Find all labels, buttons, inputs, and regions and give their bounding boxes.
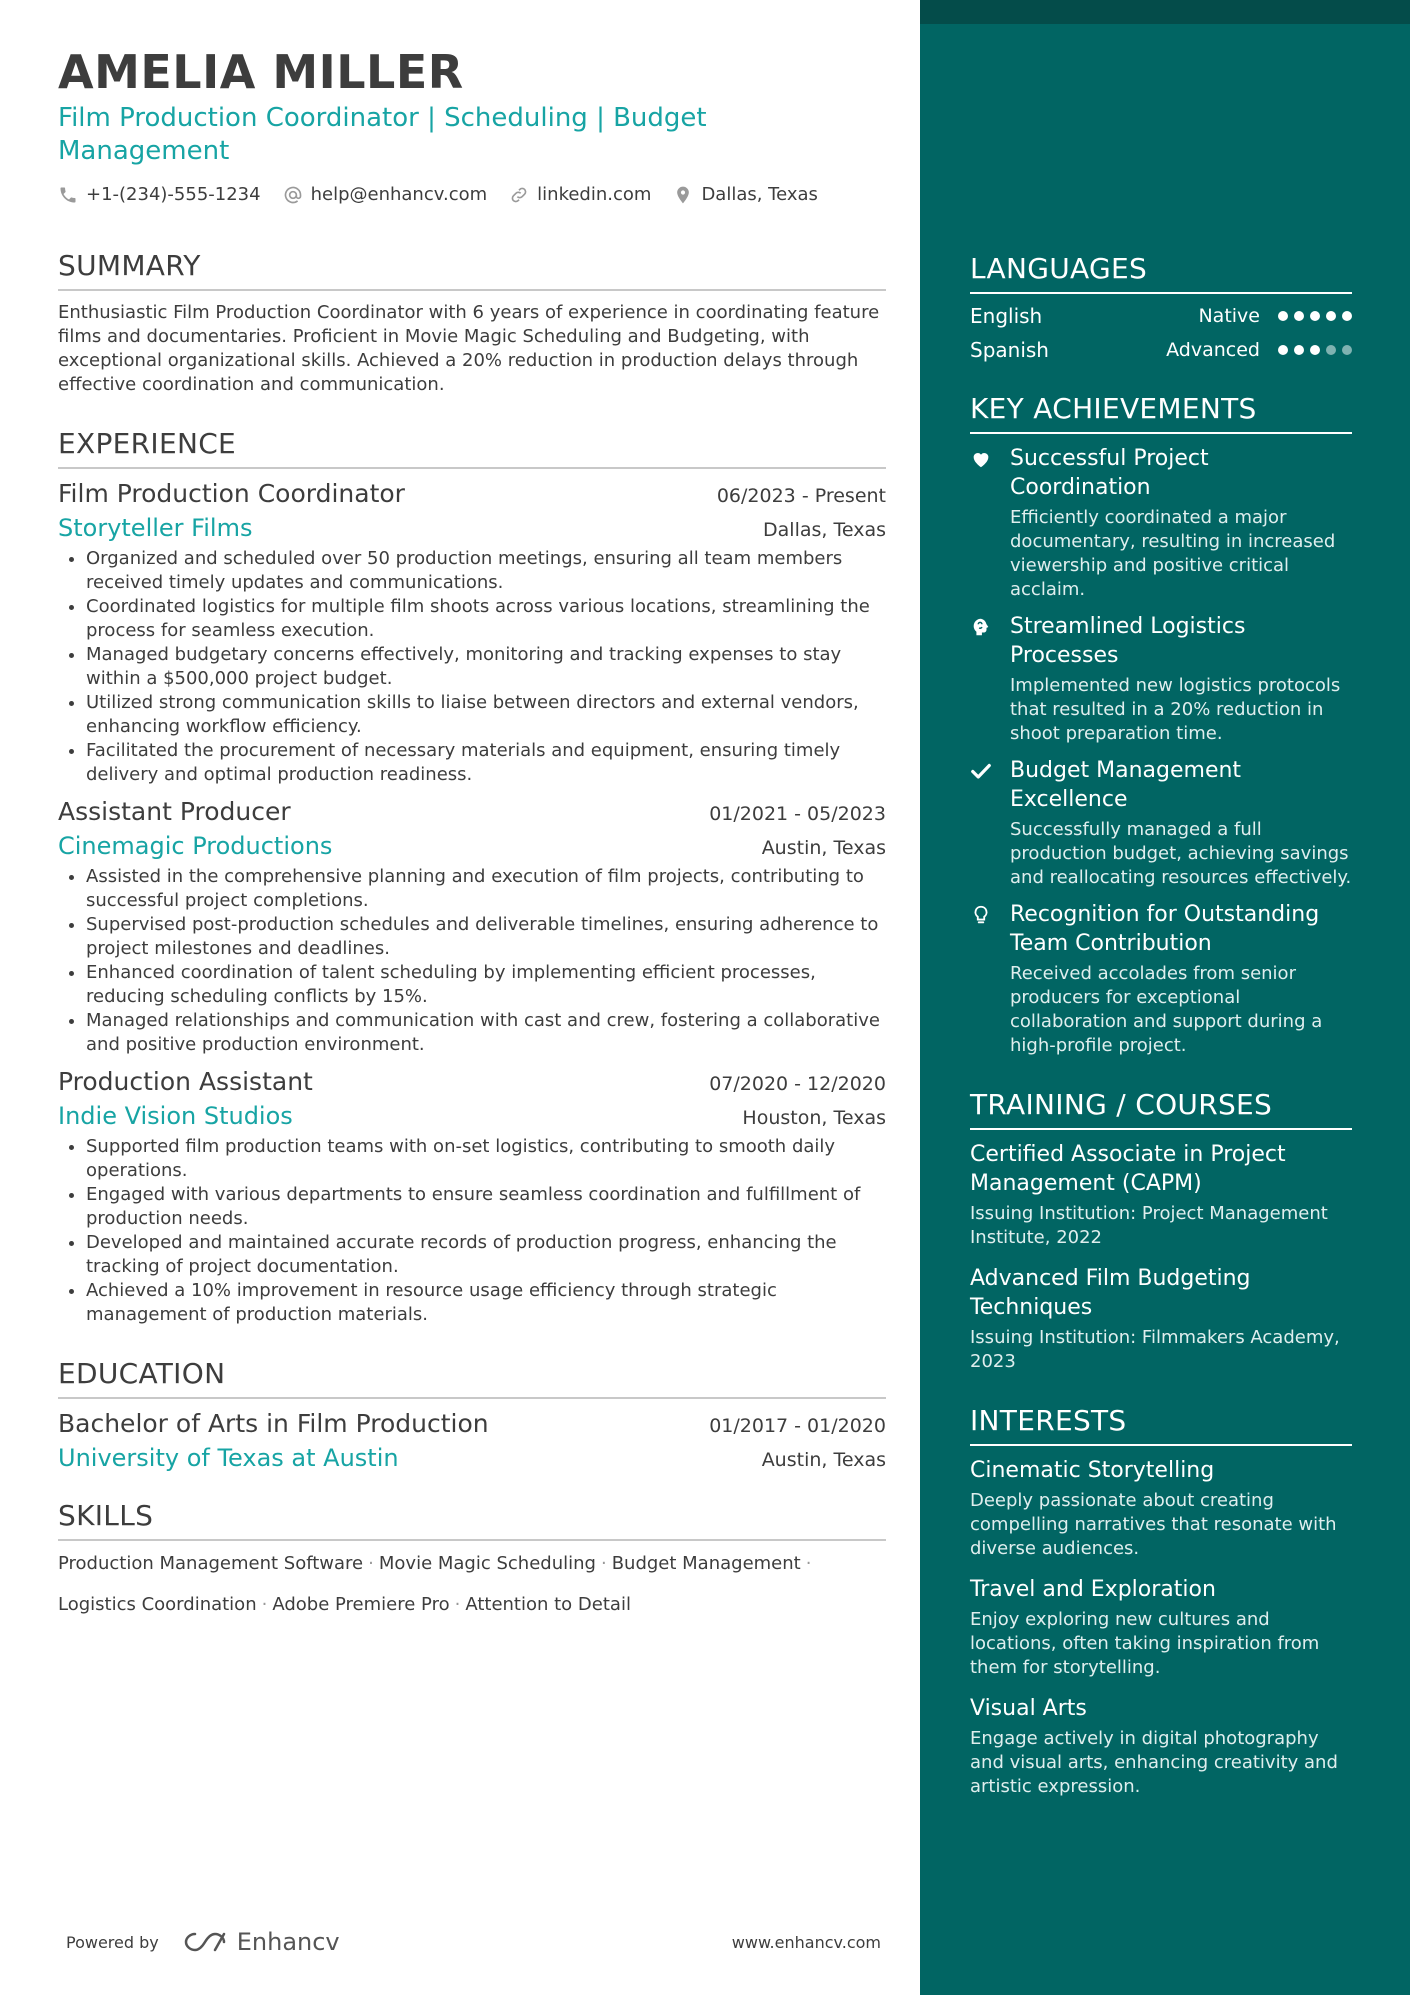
experience-section [58,427,886,1327]
check-icon [970,760,992,782]
skill-separator: · [368,1553,374,1574]
job-bullet: • Developed and maintained accurate records of production progress, enhancing the tracking of project documentation. [86,1231,886,1279]
contact-bar [58,184,886,205]
skill-item: Movie Magic Scheduling [378,1553,596,1574]
contact-location [673,184,818,205]
achievement-desc: Implemented new logistics protocols that resulted in a 20% reduction in shoot preparation time. [1010,675,1341,744]
lightbulb-icon [970,904,992,926]
summary-text: Enthusiastic Film Production Coordinator with 6 years of experience in coordinating feature films and documentaries. Proficient in Movie Magic Scheduling and Budgeting, with exceptional organizational skills. Achieved a 20% reduction in production delays through effective coordination and communication. [58,302,880,395]
company-name: Indie Vision Studios [58,1102,293,1130]
language-row [970,338,1352,362]
company-name: Cinemagic Productions [58,832,333,860]
heart-icon [970,448,992,470]
experience-heading: EXPERIENCE [58,427,886,469]
training-heading: TRAINING / COURSES [970,1088,1352,1130]
achievement-item [970,900,1352,1058]
achievement-title: Successful Project Coordination [1010,446,1209,500]
education-dates: 01/2017 - 01/2020 [709,1415,886,1437]
course-item [970,1264,1352,1374]
job-bullet: • Supported film production teams with on-set logistics, contributing to smooth daily operations. [86,1135,886,1183]
education-heading: EDUCATION [58,1357,886,1399]
skills-row [58,1584,886,1625]
achievement-desc: Received accolades from senior producers for exceptional collaboration and support during a high-profile project. [1010,963,1323,1056]
job-bullet: • Achieved a 10% improvement in resource usage efficiency through strategic management of production materials. [86,1279,886,1327]
skills-row [58,1543,886,1584]
sidebar [920,0,1410,1995]
at-icon [283,185,303,205]
job-bullet: • Engaged with various departments to ensure seamless coordination and fulfillment of production needs. [86,1183,886,1231]
job-dates: 06/2023 - Present [716,485,886,507]
interest-item [970,1694,1352,1799]
language-rating [1278,345,1352,355]
course-desc: Issuing Institution: Filmmakers Academy, 2023 [970,1327,1340,1372]
job-bullet: • Managed relationships and communication with cast and crew, fostering a collaborative and positive production environment. [86,1009,886,1057]
interest-item [970,1575,1352,1680]
job-bullet: • Assisted in the comprehensive planning and execution of film projects, contributing to successful project completions. [86,865,886,913]
language-rating [1278,311,1352,321]
rating-dot [1342,311,1352,321]
sidebar-top-bar [920,0,1410,24]
link-icon [509,185,529,205]
degree-title: Bachelor of Arts in Film Production [58,1409,489,1438]
interest-title: Travel and Exploration [970,1577,1216,1602]
interest-item [970,1456,1352,1561]
job-title: Film Production Coordinator [58,479,405,508]
job-bullets [58,547,886,787]
interest-desc: Enjoy exploring new cultures and locations, often taking inspiration from them for storytelling. [970,1609,1320,1678]
enhancv-logo-icon [183,1930,229,1954]
languages-heading: LANGUAGES [970,252,1352,294]
education-section [58,1357,886,1475]
phone-icon [58,185,78,205]
job-location: Austin, Texas [761,837,886,859]
email-text: help@enhancv.com [310,184,488,205]
job-bullet: • Enhanced coordination of talent scheduling by implementing efficient processes, reducing scheduling conflicts by 15%. [86,961,886,1009]
course-title: Certified Associate in Project Management (CAPM) [970,1142,1286,1196]
interests-heading: INTERESTS [970,1404,1352,1446]
interest-desc: Deeply passionate about creating compelling narratives that resonate with diverse audiences. [970,1490,1337,1559]
interest-title: Cinematic Storytelling [970,1458,1215,1483]
job-bullet: • Coordinated logistics for multiple film shoots across various locations, streamlining the process for seamless execution. [86,595,886,643]
course-desc: Issuing Institution: Project Management Institute, 2022 [970,1203,1328,1248]
rating-dot [1326,345,1336,355]
education-entry [58,1407,886,1475]
languages-section [970,252,1352,362]
rating-dot [1294,311,1304,321]
rating-dot [1310,345,1320,355]
job-title: Assistant Producer [58,797,291,826]
achievement-title: Recognition for Outstanding Team Contribution [1010,902,1320,956]
contact-linkedin[interactable] [509,184,651,205]
company-name: Storyteller Films [58,514,253,542]
job-dates: 01/2021 - 05/2023 [709,803,886,825]
job-bullets [58,865,886,1057]
interest-title: Visual Arts [970,1696,1087,1721]
job-bullet: • Organized and scheduled over 50 production meetings, ensuring all team members received timely updates and communications. [86,547,886,595]
achievement-desc: Successfully managed a full production budget, achieving savings and reallocating resources effectively. [1010,819,1352,888]
school-name: University of Texas at Austin [58,1444,399,1472]
skills-heading: SKILLS [58,1499,886,1541]
job-title: Production Assistant [58,1067,313,1096]
rating-dot [1294,345,1304,355]
interest-desc: Engage actively in digital photography and visual arts, enhancing creativity and artistic expression. [970,1728,1338,1797]
language-name: Spanish [970,338,1049,362]
school-location: Austin, Texas [761,1449,886,1471]
interests-section [970,1404,1352,1799]
job-location: Dallas, Texas [763,519,886,541]
job-bullets [58,1135,886,1327]
achievement-item [970,612,1352,746]
rating-dot [1278,311,1288,321]
language-level: Native [1198,305,1260,327]
job-entry [58,795,886,1057]
achievements-heading: KEY ACHIEVEMENTS [970,392,1352,434]
skill-item: Adobe Premiere Pro [272,1594,450,1615]
contact-phone[interactable] [58,184,261,205]
training-section [970,1088,1352,1374]
candidate-name: AMELIA MILLER [58,45,464,99]
language-name: English [970,304,1043,328]
summary-heading: SUMMARY [58,249,886,291]
contact-email[interactable] [283,184,488,205]
brain-icon [970,616,992,638]
candidate-title: Film Production Coordinator | Scheduling | Budget Management [58,103,707,166]
job-bullet: • Utilized strong communication skills to liaise between directors and external vendors, enhancing workflow efficiency. [86,691,886,739]
skills-section [58,1499,886,1625]
job-dates: 07/2020 - 12/2020 [709,1073,886,1095]
location-pin-icon [673,185,693,205]
footer-brand [66,1928,340,1956]
course-item [970,1140,1352,1250]
footer-url[interactable]: www.enhancv.com [731,1932,881,1952]
skill-item: Budget Management [611,1553,801,1574]
achievement-item [970,444,1352,602]
achievements-section [970,392,1352,1058]
rating-dot [1278,345,1288,355]
skill-separator: · [261,1594,268,1615]
achievement-item [970,756,1352,890]
achievement-title: Budget Management Excellence [1010,758,1242,812]
skill-separator: · [805,1553,812,1574]
course-title: Advanced Film Budgeting Techniques [970,1266,1251,1320]
skill-item: Attention to Detail [465,1594,631,1615]
rating-dot [1326,311,1336,321]
footer [66,1928,881,1956]
achievement-title: Streamlined Logistics Processes [1010,614,1246,668]
phone-text: +1-(234)-555-1234 [86,184,261,205]
job-bullet: • Supervised post-production schedules and deliverable timelines, ensuring adherence to project milestones and deadlines. [86,913,886,961]
skill-item: Production Management Software [58,1553,364,1574]
rating-dot [1310,311,1320,321]
summary-section [58,249,886,397]
linkedin-text: linkedin.com [537,184,652,205]
skill-separator: · [600,1553,607,1574]
language-level: Advanced [1166,339,1260,361]
brand-name: Enhancv [236,1928,340,1956]
rating-dot [1342,345,1352,355]
job-location: Houston, Texas [742,1107,886,1129]
language-row [970,304,1352,328]
job-bullet: • Facilitated the procurement of necessary materials and equipment, ensuring timely delivery and optimal production readiness. [86,739,886,787]
skill-item: Logistics Coordination [58,1594,257,1615]
job-entry [58,477,886,787]
job-entry [58,1065,886,1327]
enhancv-logo[interactable] [183,1928,340,1956]
location-text: Dallas, Texas [701,184,818,205]
achievement-desc: Efficiently coordinated a major documentary, resulting in increased viewership and positive critical acclaim. [1010,507,1336,600]
skill-separator: · [454,1594,461,1615]
job-bullet: • Managed budgetary concerns effectively, monitoring and tracking expenses to stay within a $500,000 project budget. [86,643,886,691]
powered-by-text: Powered by [66,1932,159,1952]
